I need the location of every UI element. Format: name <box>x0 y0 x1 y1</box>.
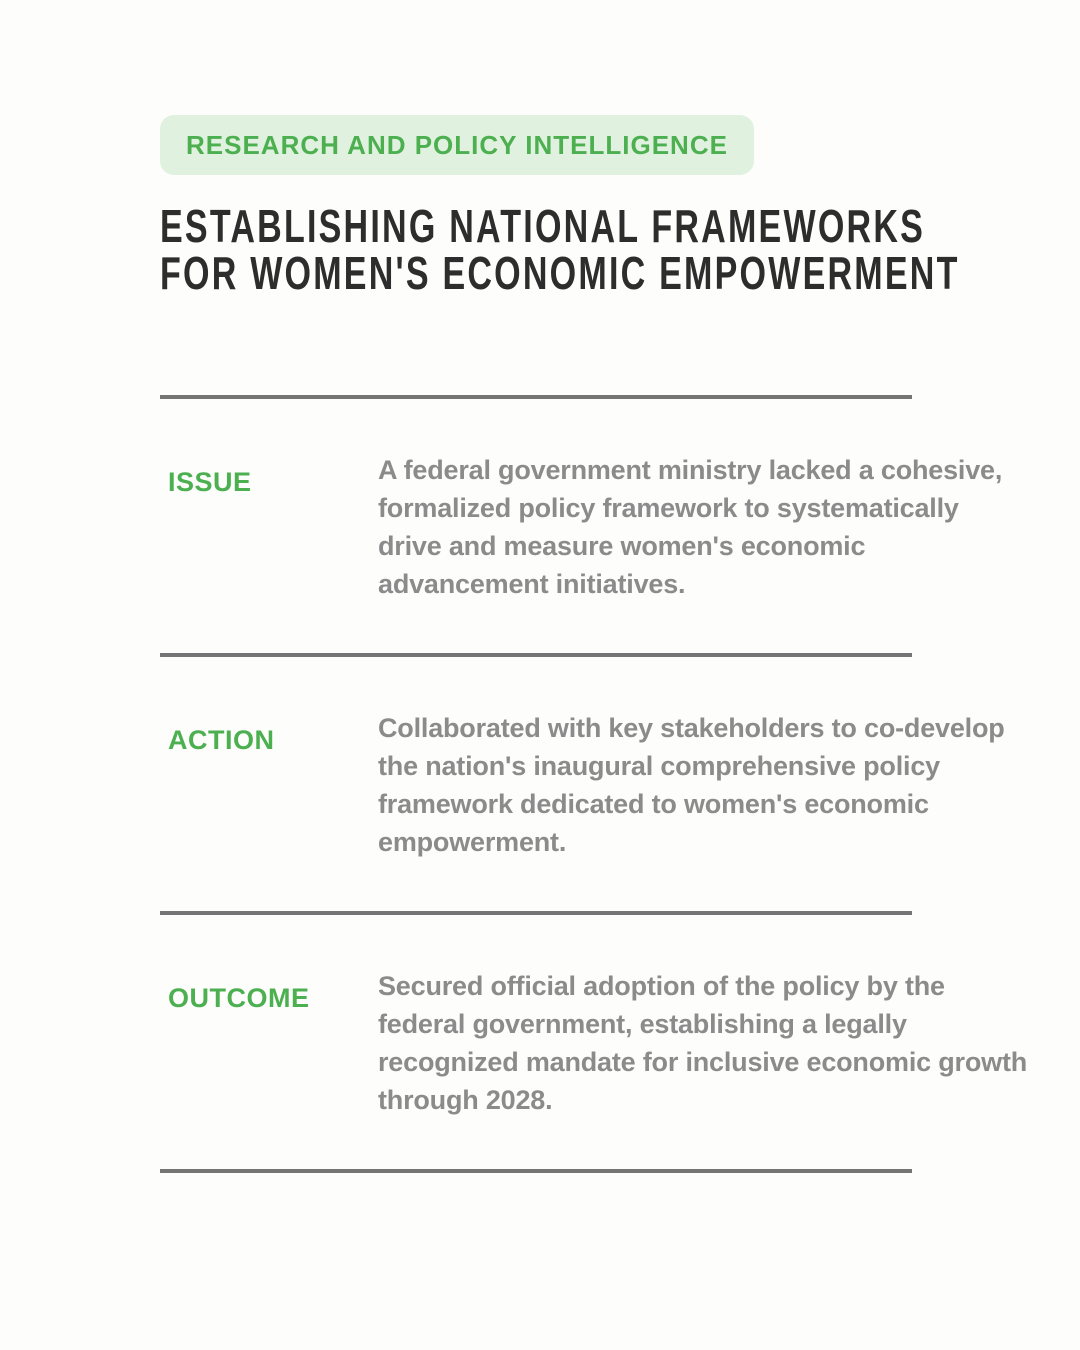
issue-label: ISSUE <box>168 467 252 497</box>
page-title-line-1: ESTABLISHING NATIONAL FRAMEWORKS <box>160 200 926 252</box>
page-title <box>160 200 1048 299</box>
category-badge: RESEARCH AND POLICY INTELLIGENCE <box>160 115 754 175</box>
section-outcome <box>160 915 1030 1169</box>
divider-bottom <box>160 1169 912 1173</box>
page-title-line-2: FOR WOMEN'S ECONOMIC EMPOWERMENT <box>160 247 960 299</box>
action-text: Collaborated with key stakeholders to co-develop the nation's inaugural comprehensive policy framework dedicated to women's economic empowerment. <box>378 713 1005 857</box>
outcome-label: OUTCOME <box>168 983 310 1013</box>
action-label: ACTION <box>168 725 275 755</box>
section-action <box>160 657 1030 911</box>
section-issue <box>160 399 1030 653</box>
outcome-text: Secured official adoption of the policy by the federal government, establishing a legally recognized mandate for inclusive economic growth through 2028. <box>378 971 1028 1115</box>
issue-text: A federal government ministry lacked a cohesive, formalized policy framework to systematically drive and measure women's economic advancement initiatives. <box>378 455 1003 599</box>
